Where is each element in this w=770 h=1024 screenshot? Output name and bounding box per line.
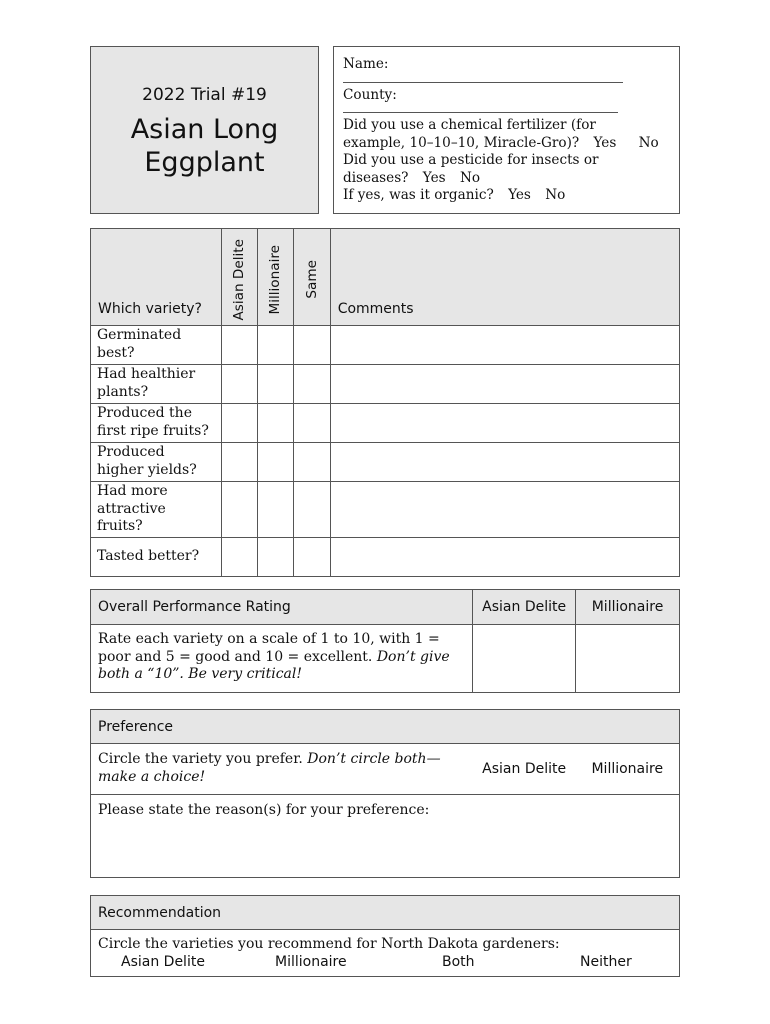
- recommendation-body: [91, 930, 680, 977]
- answer-cell[interactable]: [257, 326, 293, 365]
- rating-millionaire[interactable]: [576, 625, 680, 693]
- fertilizer-no[interactable]: No: [638, 134, 659, 151]
- table-row: [91, 404, 680, 443]
- recommendation-header: Recommendation: [91, 896, 680, 930]
- rating-asian-delite[interactable]: [473, 625, 576, 693]
- answer-cell[interactable]: [221, 404, 257, 443]
- answer-cell[interactable]: [257, 537, 293, 576]
- recommendation-prompt: Circle the varieties you recommend for North Dakota gardeners:: [98, 936, 560, 952]
- comment-cell[interactable]: [330, 443, 679, 482]
- organic-yes[interactable]: Yes: [508, 187, 531, 203]
- comment-cell[interactable]: [330, 482, 679, 538]
- performance-col-millionaire: Millionaire: [576, 590, 680, 625]
- recommend-neither[interactable]: Neither: [580, 954, 632, 970]
- trial-number: 2022 Trial #19: [142, 85, 267, 105]
- answer-cell[interactable]: [257, 443, 293, 482]
- name-label: Name:: [343, 56, 389, 72]
- table-row: [91, 537, 680, 576]
- answer-cell[interactable]: [293, 404, 330, 443]
- which-variety-header: Which variety?: [91, 229, 222, 326]
- answer-cell[interactable]: [221, 365, 257, 404]
- grower-info-box: [333, 46, 680, 214]
- same-header: Same: [293, 229, 330, 326]
- millionaire-header: Millionaire: [257, 229, 293, 326]
- table-row: [91, 443, 680, 482]
- pesticide-yes[interactable]: Yes: [422, 169, 446, 186]
- question-cell: Had healthier plants?: [91, 365, 222, 404]
- comment-cell[interactable]: [330, 326, 679, 365]
- answer-cell[interactable]: [293, 443, 330, 482]
- performance-instructions-italic: Don’t give both a “10”. Be very critical!: [98, 648, 450, 682]
- preference-reason[interactable]: Please state the reason(s) for your preference:: [91, 795, 680, 878]
- crop-title: [91, 113, 318, 179]
- answer-cell[interactable]: [257, 404, 293, 443]
- answer-cell[interactable]: [293, 482, 330, 538]
- answer-cell[interactable]: [221, 482, 257, 538]
- question-cell: Tasted better?: [91, 537, 222, 576]
- comments-header: Comments: [330, 229, 679, 326]
- answer-cell[interactable]: [257, 482, 293, 538]
- performance-instructions-plain: Rate each variety on a scale of 1 to 10, with 1 = poor and 5 = good and 10 = excellent.: [98, 631, 440, 665]
- county-field[interactable]: [343, 112, 618, 113]
- preference-header: Preference: [91, 710, 680, 744]
- pesticide-question: [343, 170, 679, 188]
- preference-option-asian-delite[interactable]: Asian Delite: [473, 744, 576, 795]
- organic-question-label: If yes, was it organic?: [343, 187, 494, 203]
- table-row: [91, 482, 680, 538]
- table-row: [91, 326, 680, 365]
- crop-title-line2: Eggplant: [144, 147, 265, 178]
- pesticide-question-line2: diseases?: [343, 169, 409, 186]
- answer-cell[interactable]: [257, 365, 293, 404]
- recommendation-table: [90, 895, 680, 977]
- county-label: County:: [343, 86, 397, 103]
- answer-cell[interactable]: [221, 326, 257, 365]
- fertilizer-question-line2: example, 10–10–10, Miracle-Gro)?: [343, 134, 580, 151]
- answer-cell[interactable]: [293, 365, 330, 404]
- pesticide-no[interactable]: No: [459, 169, 481, 186]
- comment-cell[interactable]: [330, 404, 679, 443]
- fertilizer-question: [343, 135, 679, 153]
- preference-table: [90, 709, 680, 878]
- variety-comparison-table: [90, 228, 680, 577]
- question-cell: Produced the first ripe fruits?: [91, 404, 222, 443]
- fertilizer-yes[interactable]: Yes: [593, 134, 617, 151]
- answer-cell[interactable]: [293, 537, 330, 576]
- preference-instructions: [91, 744, 473, 795]
- question-cell: Had more attractive fruits?: [91, 482, 222, 538]
- preference-instructions-italic: Don’t circle both—make a choice!: [98, 751, 441, 785]
- crop-title-line1: Asian Long: [130, 114, 279, 145]
- comment-cell[interactable]: [330, 365, 679, 404]
- trial-title-box: [90, 46, 319, 214]
- asian-delite-header: Asian Delite: [221, 229, 257, 326]
- recommendation-options: [98, 952, 672, 976]
- fertilizer-question-line1: Did you use a chemical fertilizer (for: [343, 117, 596, 133]
- recommend-both[interactable]: Both: [442, 954, 475, 970]
- recommend-asian-delite[interactable]: Asian Delite: [121, 954, 205, 970]
- recommend-millionaire[interactable]: Millionaire: [275, 954, 347, 970]
- performance-instructions: [91, 625, 473, 693]
- performance-header: Overall Performance Rating: [91, 590, 473, 625]
- preference-option-millionaire[interactable]: Millionaire: [576, 744, 680, 795]
- performance-rating-table: [90, 589, 680, 693]
- question-cell: Germinated best?: [91, 326, 222, 365]
- answer-cell[interactable]: [221, 443, 257, 482]
- comment-cell[interactable]: [330, 537, 679, 576]
- answer-cell[interactable]: [221, 537, 257, 576]
- question-cell: Produced higher yields?: [91, 443, 222, 482]
- name-field[interactable]: [343, 82, 623, 83]
- performance-col-asian-delite: Asian Delite: [473, 590, 576, 625]
- organic-question: [343, 187, 679, 205]
- table-row: [91, 365, 680, 404]
- preference-instructions-plain: Circle the variety you prefer.: [98, 751, 303, 767]
- organic-no[interactable]: No: [545, 187, 566, 203]
- pesticide-question-line1: Did you use a pesticide for insects or: [343, 152, 599, 168]
- answer-cell[interactable]: [293, 326, 330, 365]
